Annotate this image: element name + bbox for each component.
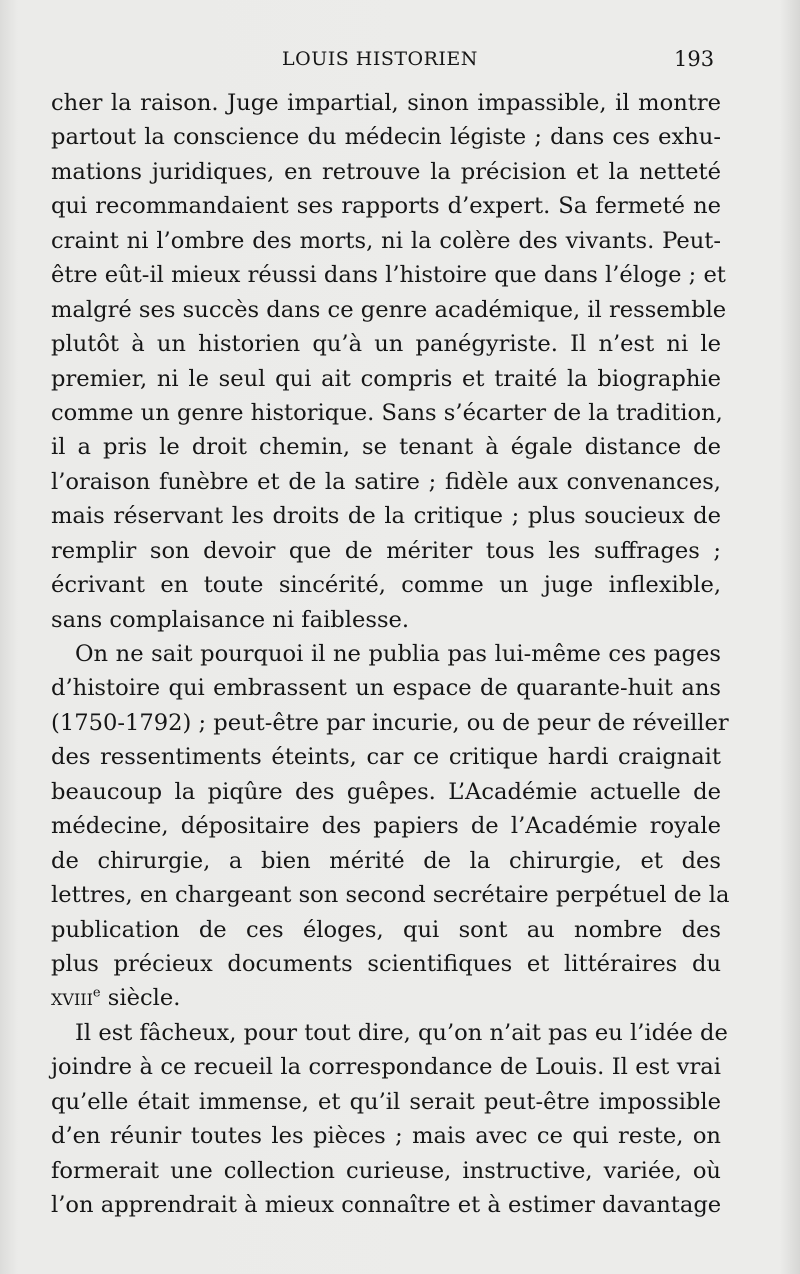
text-line: comme un genre historique. Sans s’écarter de la tradition,	[51, 399, 723, 426]
text-line: craint ni l’ombre des morts, ni la colère des vivants. Peut-	[51, 227, 721, 254]
text-line: mations juridiques, en retrouve la précision et la netteté	[51, 158, 721, 185]
paragraph-start-line: Il est fâcheux, pour tout dire, qu’on n’ait pas eu l’idée de	[75, 1019, 728, 1046]
text-line: qu’elle était immense, et qu’il serait peut-être impossible	[51, 1088, 721, 1115]
century-rest: siècle.	[100, 985, 181, 1012]
body-text	[51, 86, 730, 1222]
text-line: médecine, dépositaire des papiers de l’Académie royale	[51, 813, 721, 840]
text-line: plutôt à un historien qu’à un panégyriste. Il n’est ni le	[51, 331, 721, 358]
text-line: plus précieux documents scientifiques et littéraires du	[51, 950, 721, 977]
text-line: l’oraison funèbre et de la satire ; fidèle aux convenances,	[51, 468, 721, 495]
running-head	[0, 44, 800, 74]
text-line: joindre à ce recueil la correspondance de Louis. Il est vrai	[51, 1054, 721, 1081]
text-line: l’on apprendrait à mieux connaître et à estimer davantage	[51, 1192, 722, 1218]
text-line: des ressentiments éteints, car ce critique hardi craignait	[51, 744, 721, 771]
text-line: beaucoup la piqûre des guêpes. L’Académie actuelle de	[51, 778, 721, 805]
century-superscript: e	[92, 985, 101, 1001]
text-line: (1750-1792) ; peut-être par incurie, ou de peur de réveiller	[51, 709, 729, 736]
text-line: malgré ses succès dans ce genre académique, il ressemble	[51, 296, 727, 323]
text-line: il a pris le droit chemin, se tenant à égale distance de	[51, 434, 721, 461]
century-line	[51, 981, 721, 1015]
text-line: être eût-il mieux réussi dans l’histoire que dans l’éloge ; et	[51, 262, 726, 289]
text-line: publication de ces éloges, qui sont au nombre des	[51, 916, 721, 943]
text-line: premier, ni le seul qui ait compris et traité la biographie	[51, 365, 721, 392]
paragraph-start-line: On ne sait pourquoi il ne publia pas lui-même ces pages	[75, 641, 721, 667]
text-line: partout la conscience du médecin légiste ; dans ces exhu-	[51, 124, 721, 151]
text-line: d’en réunir toutes les pièces ; mais avec ce qui reste, on	[51, 1123, 721, 1150]
text-line: sans complaisance ni faiblesse.	[51, 606, 410, 633]
text-line: mais réservant les droits de la critique ; plus soucieux de	[51, 503, 721, 530]
text-line: écrivant en toute sincérité, comme un juge inflexible,	[51, 572, 721, 599]
text-line: de chirurgie, a bien mérité de la chirurgie, et des	[51, 847, 721, 874]
text-line: remplir son devoir que de mériter tous les suffrages ;	[51, 537, 721, 564]
century-numeral: xviii	[51, 985, 93, 1012]
text-line: formerait une collection curieuse, instructive, variée, où	[51, 1157, 721, 1184]
text-line: lettres, en chargeant son second secrétaire perpétuel de la	[51, 882, 730, 909]
text-line: cher la raison. Juge impartial, sinon impassible, il montre	[51, 90, 721, 116]
page-number: 193	[674, 47, 715, 71]
text-line: d’histoire qui embrassent un espace de quarante-huit ans	[51, 675, 721, 702]
text-line: qui recommandaient ses rapports d’expert. Sa fermeté ne	[51, 193, 721, 220]
running-title: LOUIS HISTORIEN	[282, 48, 478, 70]
